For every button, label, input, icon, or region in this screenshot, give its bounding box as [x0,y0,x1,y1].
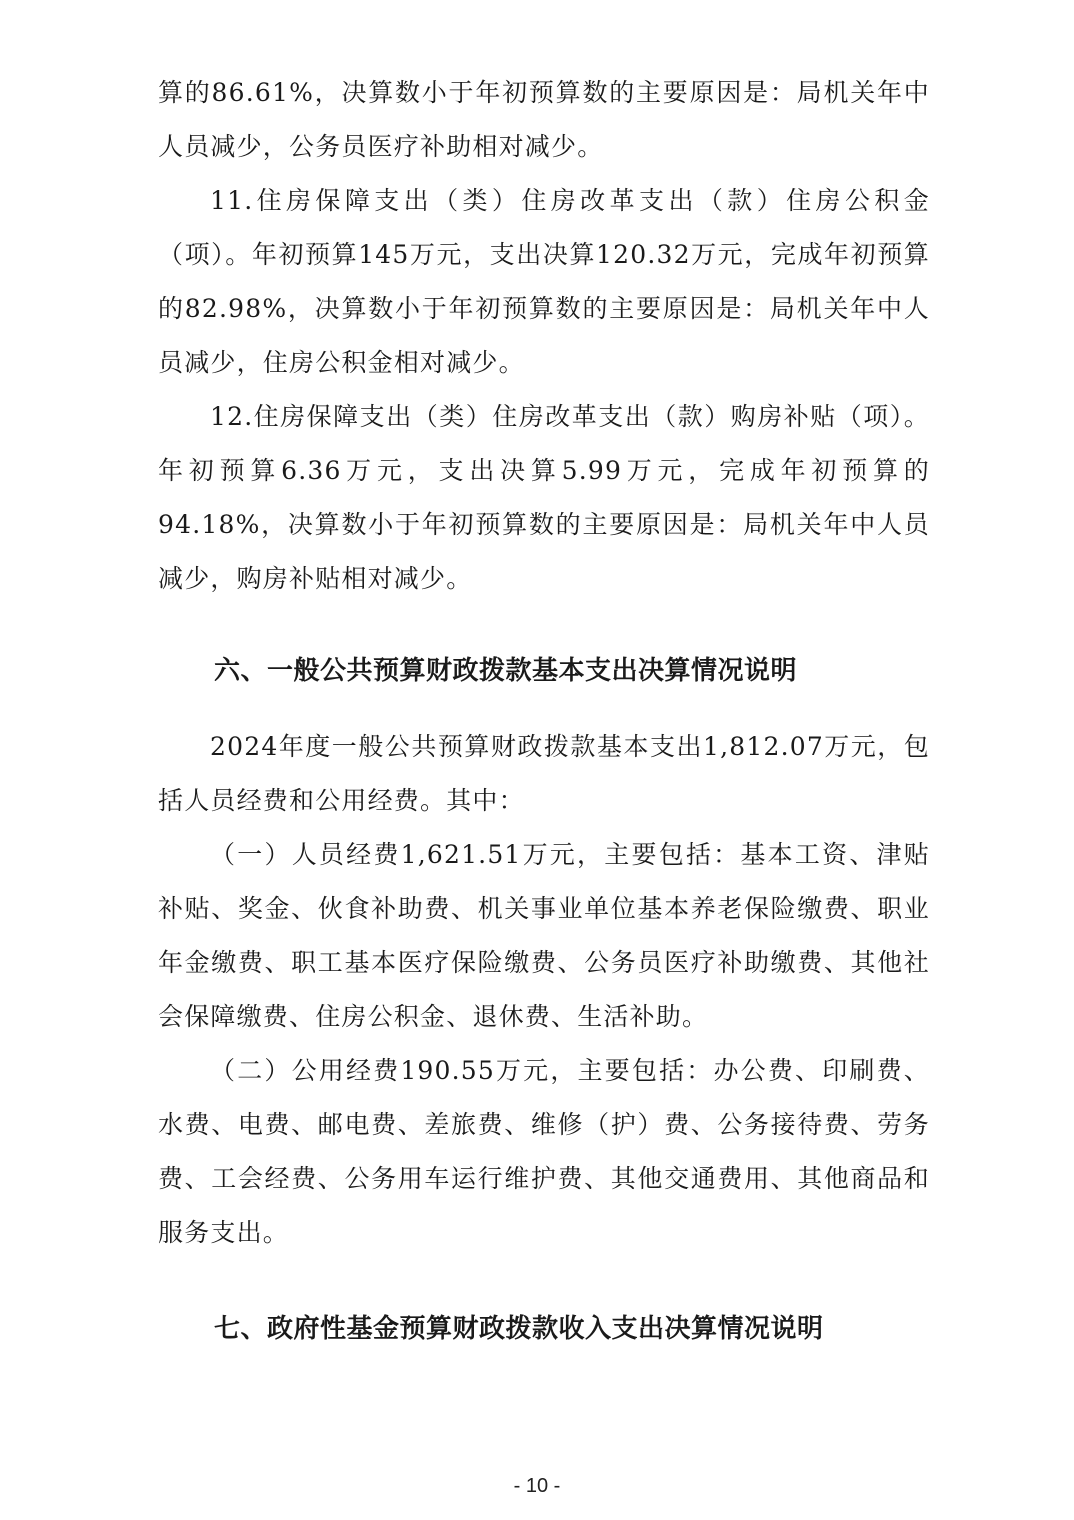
page-number: - 10 - [513,1475,561,1497]
paragraph-basic-expenditure-intro: 2024年度一般公共预算财政拨款基本支出1,812.07万元，包括人员经费和公用经费。其中： [158,732,930,815]
section-heading-government-fund: 七、政府性基金预算财政拨款收入支出决算情况说明 [214,1314,824,1344]
paragraph-public-expenses: （二）公用经费190.55万元，主要包括：办公费、印刷费、水费、电费、邮电费、差旅费、维修（护）费、公务接待费、劳务费、工会经费、公务用车运行维护费、其他交通费用、其他商品和服务支出。 [158,1056,930,1247]
paragraph-housing-fund: 11.住房保障支出（类）住房改革支出（款）住房公积金（项）。年初预算145万元，支出决算120.32万元，完成年初预算的82.98%，决算数小于年初预算数的主要原因是：局机关年中人员减少，住房公积金相对减少。 [158,186,930,377]
section-heading-basic-expenditure: 六、一般公共预算财政拨款基本支出决算情况说明 [214,656,798,686]
paragraph-housing-purchase-subsidy: 12.住房保障支出（类）住房改革支出（款）购房补贴（项）。年初预算6.36万元，支出决算5.99万元，完成年初预算的94.18%，决算数小于年初预算数的主要原因是：局机关年中人员减少，购房补贴相对减少。 [158,402,930,593]
paragraph-personnel-expenses: （一）人员经费1,621.51万元，主要包括：基本工资、津贴补贴、奖金、伙食补助费、机关事业单位基本养老保险缴费、职业年金缴费、职工基本医疗保险缴费、公务员医疗补助缴费、其他社会保障缴费、住房公积金、退休费、生活补助。 [158,840,930,1031]
document-body [158,66,930,1356]
paragraph-medical-subsidy-continued: 算的86.61%，决算数小于年初预算数的主要原因是：局机关年中人员减少，公务员医疗补助相对减少。 [158,78,930,161]
